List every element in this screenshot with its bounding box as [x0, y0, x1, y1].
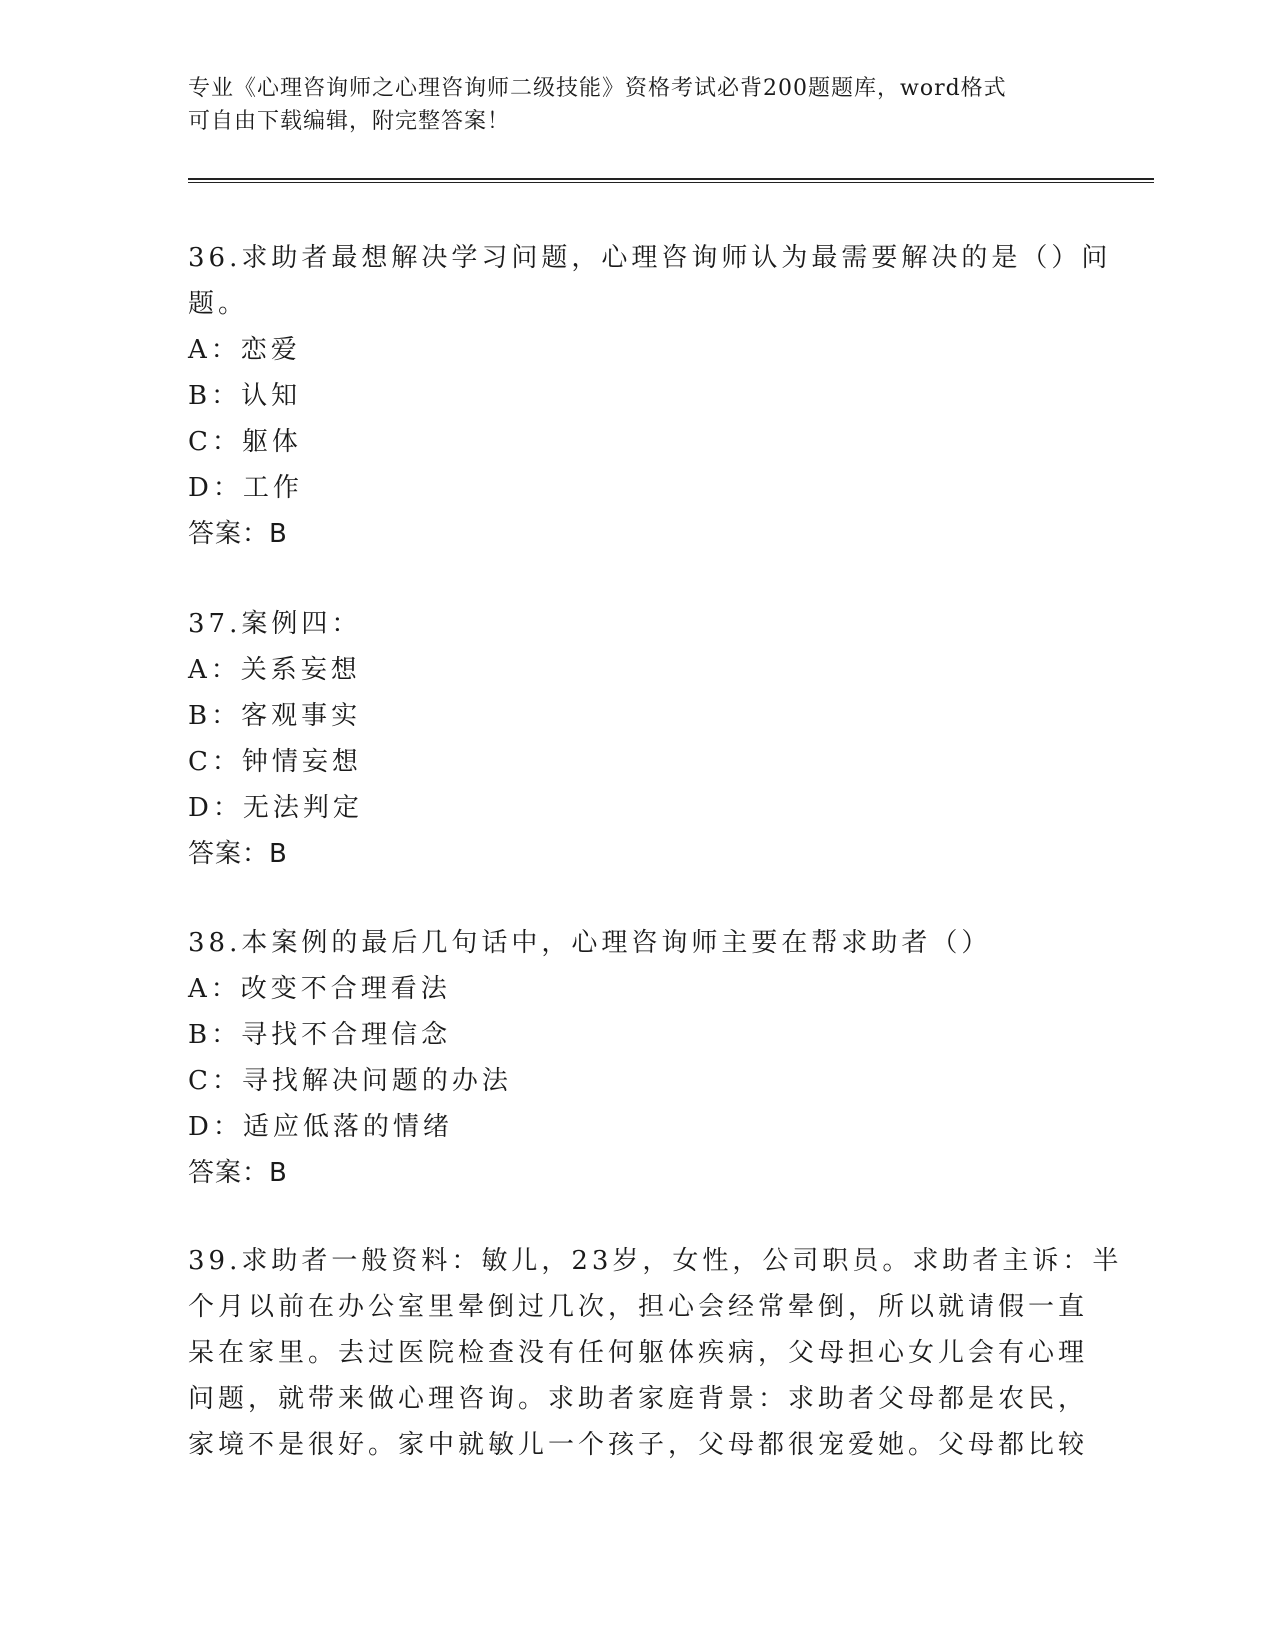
question-36 — [188, 235, 1112, 557]
answer-line: 答案：B — [188, 519, 288, 549]
header-divider — [188, 178, 1154, 183]
question-stem-line: 家境不是很好。家中就敏儿一个孩子，父母都很宠爱她。父母都比较 — [188, 1430, 1089, 1460]
option-c: C：躯体 — [188, 427, 302, 457]
question-stem-line: 38.本案例的最后几句话中，心理咨询师主要在帮求助者（） — [188, 928, 992, 958]
option-d: D：工作 — [188, 473, 303, 503]
option-a: A：改变不合理看法 — [188, 974, 451, 1004]
question-stem-line: 题。 — [188, 289, 249, 319]
document-header — [188, 72, 1068, 138]
question-37 — [188, 601, 1088, 877]
question-stem-line: 问题，就带来做心理咨询。求助者家庭背景：求助者父母都是农民， — [188, 1384, 1089, 1414]
answer-line: 答案：B — [188, 839, 288, 869]
option-b: B：认知 — [188, 381, 302, 411]
option-d: D：适应低落的情绪 — [188, 1112, 453, 1142]
header-line-1: 专业《心理咨询师之心理咨询师二级技能》资格考试必背200题题库，word格式 — [188, 76, 1007, 101]
question-38 — [188, 920, 1088, 1196]
question-39 — [188, 1238, 1123, 1468]
answer-line: 答案：B — [188, 1158, 288, 1188]
option-a: A：关系妄想 — [188, 655, 361, 685]
option-b: B：寻找不合理信念 — [188, 1020, 452, 1050]
option-b: B：客观事实 — [188, 701, 362, 731]
question-stem-line: 39.求助者一般资料：敏儿，23岁，女性，公司职员。求助者主诉：半 — [188, 1246, 1123, 1276]
header-line-2: 可自由下载编辑，附完整答案！ — [188, 109, 511, 134]
option-a: A：恋爱 — [188, 335, 301, 365]
question-stem-line: 呆在家里。去过医院检查没有任何躯体疾病，父母担心女儿会有心理 — [188, 1338, 1089, 1368]
question-stem-line: 个月以前在办公室里晕倒过几次，担心会经常晕倒，所以就请假一直 — [188, 1292, 1089, 1322]
question-stem-line: 37.案例四： — [188, 609, 362, 639]
option-c: C：寻找解决问题的办法 — [188, 1066, 512, 1096]
question-stem-line: 36.求助者最想解决学习问题，心理咨询师认为最需要解决的是（）问 — [188, 243, 1112, 273]
option-c: C：钟情妄想 — [188, 747, 362, 777]
option-d: D：无法判定 — [188, 793, 363, 823]
